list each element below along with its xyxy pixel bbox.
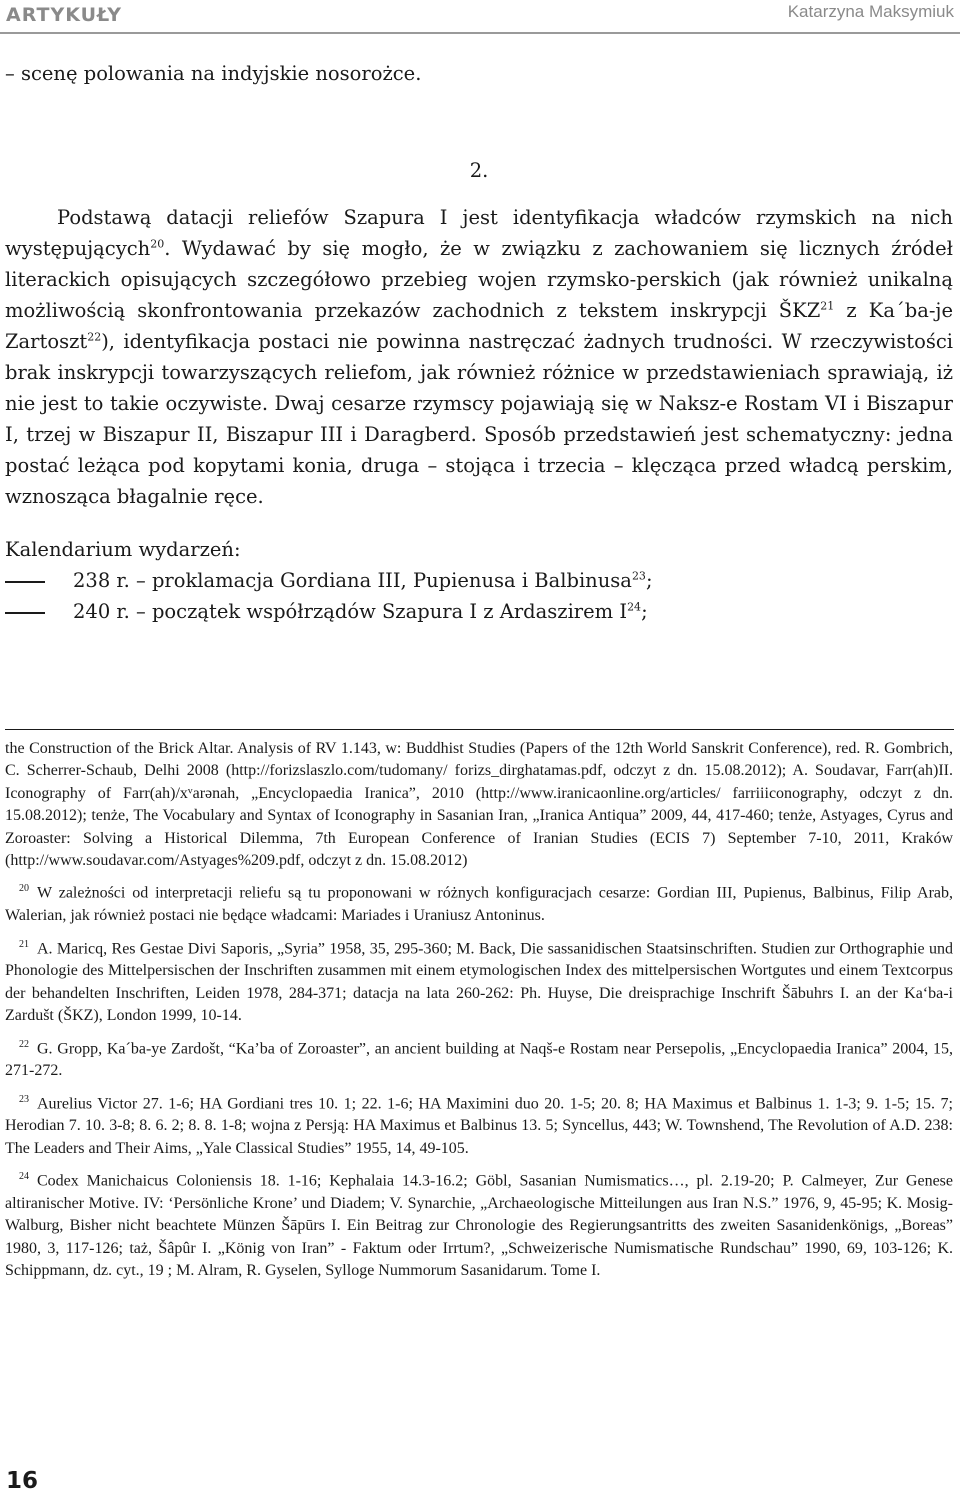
paragraph-text-mid2: z Ka´ba-je Zartoszt [5,299,954,353]
footnote-text: G. Gropp, Ka´ba-ye Zardošt, “Ka’ba of Zoroaster”, an ancient building at Naqš-e Rostam near Persepolis, „Encyclopaedia Iranica” 2004, 15, 271-272. [5,1039,953,1080]
lead-line: – scenę polowania na indyjskie nosorożce. [5,62,422,85]
calendar-item-tail: ; [645,569,653,592]
footnote-ref-22[interactable]: 22 [87,330,102,344]
footnote-continuation: the Construction of the Brick Altar. Analysis of RV 1.143, w: Buddhist Studies (Papers of the 12th World Sanskrit Conference), red. R. Gombrich, C. Scherrer-Schaub, Delhi 2008 (http://forizslaszlo.com/tudomany/ forizs_dirghatamas.pdf, odczyt z dn. 15.08.2012); A. Soudavar, Farr(ah)II. Iconography of Farr(ah)/xᵛarənah, „Encyclopaedia Iranica”, 2010 (http://www.iranicaonline.org/articles/ farriiiconography, odczyt z dn. 15.08.2012); tenże, The Vocabulary and Syntax of Iconography in Sasanian Iran, „Iranica Antiqua” 2009, 44, 417-460; tenże, Astyages, Cyrus and Zoroaster: Solving a Historical Dilemma, 7th European Conference of Iranian Studies (ECIS 7) September 7-10, 2011, Kraków (http://www.soudavar.com/Astyages%209.pdf, odczyt z dn. 15.08.2012) [5,740,953,870]
paragraph-text-end: ), identyfikacja postaci nie powinna nastręczać żadnych trudności. W rzeczywistości brak inskrypcji towarzyszących reliefom, jak również różnice w przedstawieniach sprawiają, iż nie jest to takie oczywiste. Dwaj cesarze rzymscy pojawiają się w Naksz-e Rostam VI i Biszapur I, trzej w Biszapur II, Biszapur III i Daragberd. Sposób przedstawień jest schematyczny: jedna postać leżąca pod kopytami konia, druga – stojąca i trzecia – klęcząca przed władcą perskim, wznosząca błagalnie ręce. [5,330,953,508]
header-rule [0,32,960,34]
footnote-number: 22 [19,1038,29,1050]
footnote-text: Aurelius Victor 27. 1-6; HA Gordiani tres 10. 1; 22. 1-6; HA Maximini duo 20. 1-5; 20. 8; HA Maximus et Balbinus 1. 1-3; 9. 1-5; 15. 7; Herodian 7. 10. 3-8; 8. 6. 2; 8. 8. 1-8; wojna z Persją: HA Maximus et Balbinus 13. 5; Syncellus, 443; W. Townshend, The Revolution of A.D. 238: The Leaders and Their Aims, „Yale Classical Studies” 1955, 14, 49-105. [5,1095,953,1157]
footnote-20 [5,878,953,927]
paragraph-text-start: Podstawą datacji reliefów Szapura I jest identyfikacja władców rzymskich na nich występujących [5,206,953,260]
calendar-item [5,596,953,627]
footnote-ref-24[interactable]: 24 [627,600,642,614]
page-header [0,0,960,36]
footnote-21 [5,934,953,1028]
footnote-text: Codex Manichaicus Coloniensis 18. 1-16; Kephalaia 14.3-16.2; Göbl, Sasanian Numismatics…, pl. 2.19-20; P. Calmeyer, Zur Genese altiranischer Motive. IV: ‘Persönliche Krone’ und Diadem; V. Synarchie, „Archaeologische Mitteilungen aus Iran N.S.” 1976, 9, 45-95; K. Mosig-Walburg, Bisher nicht beachtete Münzen Šāpūrs I. Ein Beitrag zur Chronologie des Regierungsantritts des zweiten Sasanidenkönigs, „Boreas” 1980, 3, 117-126; taż, Šâpûr I. „König von Iran” - Faktum oder Irrtum?, „Schweizerische Numismatische Rundschau” 1990, 69, 103-126; K. Schippmann, dz. cyt., 19 ; M. Alram, R. Gyselen, Sylloge Nummorum Sasanidarum. Tome I. [5,1172,953,1280]
footnote-23 [5,1089,953,1161]
section-label: ARTYKUŁY [6,4,123,26]
body-paragraph [5,202,953,512]
footnote-number: 20 [19,883,29,895]
footnote-number: 23 [19,1093,29,1105]
calendar-item-tail: ; [641,600,648,623]
footnote-ref-21[interactable]: 21 [820,299,835,313]
footnote-ref-23[interactable]: 23 [631,569,646,583]
calendar-item-label: 240 r. – początek współrządów Szapura I z Ardaszirem I [73,600,628,623]
footnote-text: A. Maricq, Res Gestae Divi Saporis, „Syria” 1958, 35, 295-360; M. Back, Die sassanidischen Staatsinschriften. Studien zur Orthographie und Phonologie des Mittelpersischen der Inschriften zusammen mit einem etymologischen Index des mittelpersischen Wortgutes und einem Textcorpus der behandelten Inschriften, Leiden 1978, 284-371; datacja na lata 260-262: Ph. Huyse, Die dreisprachige Inschrift Šābuhrs I. an der Ka‘ba-i Zardušt (ŠKZ), London 1999, 10-14. [5,939,953,1025]
author-name: Katarzyna Maksymiuk [787,2,954,21]
calendar-item-label: 238 r. – proklamacja Gordiana III, Pupienusa i Balbinusa [73,569,632,592]
footnotes [5,738,953,1289]
page-number: 16 [6,1468,39,1494]
footnote-24 [5,1166,953,1282]
calendar-item [5,565,953,596]
main-text [5,58,953,627]
calendar-item-text [73,596,648,627]
paragraph-text-mid1: . Wydawać by się mogło, że w związku z zachowaniem się licznych źródeł literackich opisujących szczegółowo przebieg wojen rzymsko-perskich (jak również unikalną możliwością skonfrontowania przekazów zachodnich z tekstem inskrypcji ŠKZ [5,237,953,322]
footnote-text: W zależności od interpretacji reliefu są tu proponowani w różnych konfiguracjach cesarze: Gordian III, Pupienus, Balbinus, Filip Arab, Walerian, jak również postaci nie będące władcami: Mariades i Uraniusz Antoninus. [5,884,953,925]
footnote-number: 24 [19,1171,29,1183]
dash-marker [5,565,73,596]
footnote-number: 21 [19,938,29,950]
dash-marker [5,596,73,627]
section-number: 2. [469,159,489,182]
calendar-heading: Kalendarium wydarzeń: [5,538,241,561]
calendar-item-text [73,565,653,596]
footnote-ref-20[interactable]: 20 [150,237,165,251]
footnote-separator [5,729,954,730]
footnote-22 [5,1034,953,1083]
